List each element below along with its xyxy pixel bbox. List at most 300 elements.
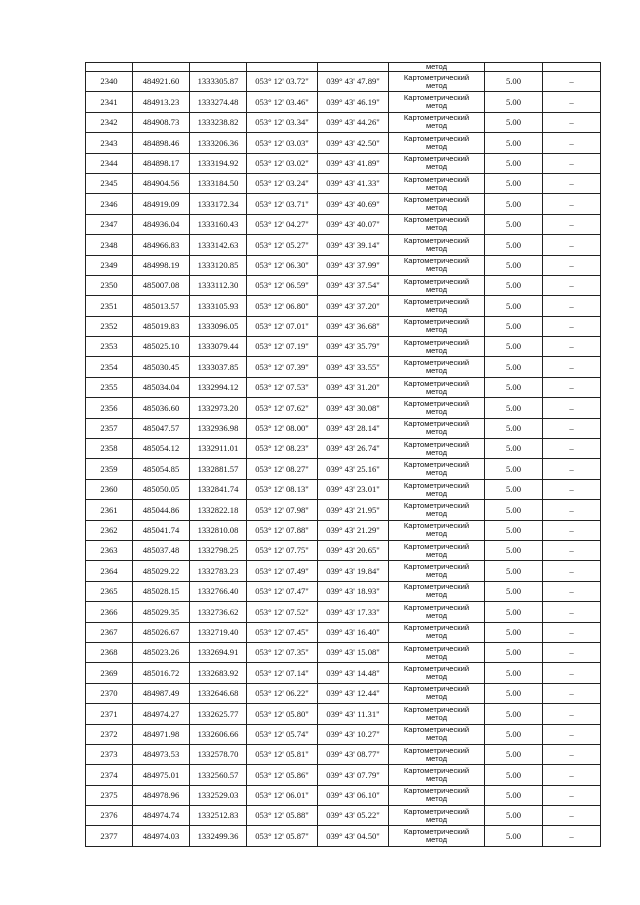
- cell-y-coordinate: 1332841.74: [190, 479, 247, 499]
- cell-latitude: 053° 12' 06.01": [247, 785, 318, 805]
- cell-longitude: 039° 43' 42.50": [318, 133, 389, 153]
- method-line-1: Картометрический: [403, 500, 470, 510]
- cell-x-coordinate: 485037.48: [133, 540, 190, 560]
- cell-latitude: 053° 12' 07.01": [247, 316, 318, 336]
- table-row: [86, 418, 601, 438]
- cell-y-coordinate: 1332936.98: [190, 418, 247, 438]
- cell-note: –: [543, 826, 601, 846]
- table-row: [86, 337, 601, 357]
- cell-x-coordinate: 484898.46: [133, 133, 190, 153]
- method-line-2: метод: [425, 121, 448, 131]
- cell-note: –: [543, 173, 601, 193]
- method-line-1: Картометрический: [403, 93, 470, 103]
- cell-longitude: 039° 43' 37.20": [318, 296, 389, 316]
- cell-point-number: 2340: [86, 72, 133, 92]
- cell-note: –: [543, 92, 601, 112]
- method-line-2: метод: [425, 488, 448, 498]
- cell-point-number: 2346: [86, 194, 133, 214]
- table-row: [86, 398, 601, 418]
- cell-accuracy: 5.00: [485, 642, 543, 662]
- table-row: [86, 826, 601, 846]
- cell-accuracy: 5.00: [485, 112, 543, 132]
- cell-y-coordinate: 1332625.77: [190, 704, 247, 724]
- cell-latitude: 053° 12' 03.03": [247, 133, 318, 153]
- cell-latitude: 053° 12' 05.27": [247, 235, 318, 255]
- cell-y-coordinate: 1332810.08: [190, 520, 247, 540]
- cell-method: [389, 194, 485, 214]
- cell-latitude: 053° 12' 07.14": [247, 663, 318, 683]
- cell-y-coordinate: 1332606.66: [190, 724, 247, 744]
- cell-latitude: 053° 12' 06.22": [247, 683, 318, 703]
- method-line-1: Картометрический: [403, 806, 470, 816]
- table-row: [86, 112, 601, 132]
- cell-point-number: 2369: [86, 663, 133, 683]
- cell-empty: [190, 63, 247, 72]
- method-line-2: метод: [425, 794, 448, 804]
- cell-method: [389, 418, 485, 438]
- method-line-1: Картометрический: [403, 337, 470, 347]
- cell-x-coordinate: 484975.01: [133, 765, 190, 785]
- cell-longitude: 039° 43' 39.14": [318, 235, 389, 255]
- cell-accuracy: 5.00: [485, 724, 543, 744]
- cell-method: [389, 439, 485, 459]
- cell-x-coordinate: 484974.03: [133, 826, 190, 846]
- method-line-2: метод: [425, 203, 448, 213]
- cell-method: [389, 296, 485, 316]
- cell-longitude: 039° 43' 07.79": [318, 765, 389, 785]
- cell-latitude: 053° 12' 08.00": [247, 418, 318, 438]
- cell-accuracy: 5.00: [485, 398, 543, 418]
- cell-longitude: 039° 43' 14.48": [318, 663, 389, 683]
- cell-empty: [543, 63, 601, 72]
- cell-latitude: 053° 12' 03.72": [247, 72, 318, 92]
- cell-method: [389, 744, 485, 764]
- cell-accuracy: 5.00: [485, 92, 543, 112]
- method-line-2: метод: [425, 773, 448, 783]
- cell-y-coordinate: 1333120.85: [190, 255, 247, 275]
- method-line-2: метод: [425, 549, 448, 559]
- cell-longitude: 039° 43' 37.54": [318, 275, 389, 295]
- cell-latitude: 053° 12' 04.27": [247, 214, 318, 234]
- cell-accuracy: 5.00: [485, 500, 543, 520]
- method-line-2: метод: [425, 223, 448, 233]
- cell-x-coordinate: 485047.57: [133, 418, 190, 438]
- cell-longitude: 039° 43' 26.74": [318, 439, 389, 459]
- method-line-2: метод: [425, 101, 448, 111]
- cell-point-number: 2347: [86, 214, 133, 234]
- cell-longitude: 039° 43' 12.44": [318, 683, 389, 703]
- cell-method: [389, 724, 485, 744]
- cell-empty: [86, 63, 133, 72]
- cell-note: –: [543, 540, 601, 560]
- continuation-row: [86, 63, 601, 72]
- cell-longitude: 039° 43' 10.27": [318, 724, 389, 744]
- cell-method: [389, 806, 485, 826]
- cell-accuracy: 5.00: [485, 418, 543, 438]
- table-row: [86, 92, 601, 112]
- method-line-2: метод: [425, 366, 448, 376]
- cell-point-number: 2344: [86, 153, 133, 173]
- cell-latitude: 053° 12' 05.87": [247, 826, 318, 846]
- table-row: [86, 377, 601, 397]
- cell-method: [389, 602, 485, 622]
- method-line-2: метод: [425, 610, 448, 620]
- cell-note: –: [543, 479, 601, 499]
- cell-longitude: 039° 43' 05.22": [318, 806, 389, 826]
- cell-note: –: [543, 194, 601, 214]
- cell-point-number: 2373: [86, 744, 133, 764]
- cell-latitude: 053° 12' 03.02": [247, 153, 318, 173]
- cell-x-coordinate: 485019.83: [133, 316, 190, 336]
- cell-accuracy: 5.00: [485, 540, 543, 560]
- cell-note: –: [543, 112, 601, 132]
- method-line-1: Картометрический: [403, 72, 470, 82]
- cell-y-coordinate: 1332499.36: [190, 826, 247, 846]
- method-line-2: метод: [425, 243, 448, 253]
- table-row: [86, 133, 601, 153]
- cell-longitude: 039° 43' 04.50": [318, 826, 389, 846]
- cell-x-coordinate: 485054.12: [133, 439, 190, 459]
- cell-y-coordinate: 1333238.82: [190, 112, 247, 132]
- method-line-2: метод: [425, 141, 448, 151]
- table-row: [86, 255, 601, 275]
- cell-y-coordinate: 1333079.44: [190, 337, 247, 357]
- cell-point-number: 2361: [86, 500, 133, 520]
- cell-longitude: 039° 43' 33.55": [318, 357, 389, 377]
- table-row: [86, 500, 601, 520]
- cell-accuracy: 5.00: [485, 316, 543, 336]
- cell-note: –: [543, 296, 601, 316]
- method-line-1: Картометрический: [403, 704, 470, 714]
- method-line-2: метод: [425, 264, 448, 274]
- table-row: [86, 235, 601, 255]
- method-line-1: Картометрический: [403, 133, 470, 143]
- table-row: [86, 173, 601, 193]
- cell-latitude: 053° 12' 07.52": [247, 602, 318, 622]
- cell-note: –: [543, 785, 601, 805]
- table-row: [86, 581, 601, 601]
- table-row: [86, 561, 601, 581]
- method-line-2: метод: [425, 508, 448, 518]
- cell-method: [389, 663, 485, 683]
- cell-longitude: 039° 43' 15.08": [318, 642, 389, 662]
- cell-note: –: [543, 377, 601, 397]
- cell-note: –: [543, 622, 601, 642]
- cell-latitude: 053° 12' 05.86": [247, 765, 318, 785]
- method-line-2: метод: [425, 182, 448, 192]
- cell-x-coordinate: 485041.74: [133, 520, 190, 540]
- cell-accuracy: 5.00: [485, 173, 543, 193]
- cell-accuracy: 5.00: [485, 602, 543, 622]
- cell-x-coordinate: 485034.04: [133, 377, 190, 397]
- method-line-1: Картометрический: [403, 562, 470, 572]
- method-line-2: метод: [425, 345, 448, 355]
- method-line-1: Картометрический: [403, 358, 470, 368]
- cell-latitude: 053° 12' 07.53": [247, 377, 318, 397]
- cell-x-coordinate: 484978.96: [133, 785, 190, 805]
- cell-point-number: 2343: [86, 133, 133, 153]
- method-line-1: Картометрический: [403, 256, 470, 266]
- cell-x-coordinate: 485036.60: [133, 398, 190, 418]
- cell-y-coordinate: 1332783.23: [190, 561, 247, 581]
- cell-point-number: 2375: [86, 785, 133, 805]
- cell-method: [389, 622, 485, 642]
- cell-note: –: [543, 337, 601, 357]
- cell-method: [389, 112, 485, 132]
- cell-method: [389, 826, 485, 846]
- method-line-1: Картометрический: [403, 439, 470, 449]
- cell-point-number: 2358: [86, 439, 133, 459]
- cell-accuracy: 5.00: [485, 459, 543, 479]
- table-row: [86, 683, 601, 703]
- method-line-2: метод: [425, 80, 448, 90]
- cell-y-coordinate: 1333105.93: [190, 296, 247, 316]
- cell-latitude: 053° 12' 07.88": [247, 520, 318, 540]
- method-line-1: Картометрический: [403, 174, 470, 184]
- cell-latitude: 053° 12' 05.81": [247, 744, 318, 764]
- method-line-1: Картометрический: [403, 235, 470, 245]
- cell-accuracy: 5.00: [485, 683, 543, 703]
- cell-note: –: [543, 133, 601, 153]
- table-row: [86, 357, 601, 377]
- cell-longitude: 039° 43' 36.68": [318, 316, 389, 336]
- cell-point-number: 2363: [86, 540, 133, 560]
- cell-longitude: 039° 43' 28.14": [318, 418, 389, 438]
- method-line-2: метод: [425, 672, 448, 682]
- cell-latitude: 053° 12' 05.80": [247, 704, 318, 724]
- cell-point-number: 2342: [86, 112, 133, 132]
- cell-x-coordinate: 484973.53: [133, 744, 190, 764]
- cell-method: [389, 520, 485, 540]
- cell-method: [389, 316, 485, 336]
- cell-method: [389, 683, 485, 703]
- cell-x-coordinate: 485013.57: [133, 296, 190, 316]
- cell-point-number: 2351: [86, 296, 133, 316]
- cell-point-number: 2348: [86, 235, 133, 255]
- cell-point-number: 2354: [86, 357, 133, 377]
- cell-accuracy: 5.00: [485, 194, 543, 214]
- coordinates-table-body: [86, 63, 601, 847]
- cell-note: –: [543, 561, 601, 581]
- table-row: [86, 316, 601, 336]
- cell-latitude: 053° 12' 07.49": [247, 561, 318, 581]
- table-row: [86, 744, 601, 764]
- cell-x-coordinate: 485026.67: [133, 622, 190, 642]
- cell-longitude: 039° 43' 47.89": [318, 72, 389, 92]
- cell-note: –: [543, 398, 601, 418]
- method-line-2: метод: [425, 162, 448, 172]
- cell-accuracy: 5.00: [485, 255, 543, 275]
- method-line-2: метод: [425, 814, 448, 824]
- cell-latitude: 053° 12' 07.47": [247, 581, 318, 601]
- cell-y-coordinate: 1333184.50: [190, 173, 247, 193]
- method-line-1: Картометрический: [403, 827, 470, 837]
- cell-y-coordinate: 1332512.83: [190, 806, 247, 826]
- cell-note: –: [543, 520, 601, 540]
- cell-method: [389, 255, 485, 275]
- cell-note: –: [543, 500, 601, 520]
- cell-point-number: 2345: [86, 173, 133, 193]
- method-line-1: Картометрический: [403, 419, 470, 429]
- cell-method: [389, 337, 485, 357]
- cell-accuracy: 5.00: [485, 153, 543, 173]
- method-line-2: метод: [425, 570, 448, 580]
- cell-note: –: [543, 663, 601, 683]
- cell-x-coordinate: 485029.35: [133, 602, 190, 622]
- cell-x-coordinate: 485028.15: [133, 581, 190, 601]
- cell-note: –: [543, 704, 601, 724]
- method-line-1: Картометрический: [403, 582, 470, 592]
- cell-x-coordinate: 485025.10: [133, 337, 190, 357]
- cell-x-coordinate: 484998.19: [133, 255, 190, 275]
- cell-y-coordinate: 1333160.43: [190, 214, 247, 234]
- cell-accuracy: 5.00: [485, 561, 543, 581]
- method-line-1: Картометрический: [403, 541, 470, 551]
- method-line-1: Картометрический: [403, 521, 470, 531]
- cell-y-coordinate: 1332822.18: [190, 500, 247, 520]
- cell-longitude: 039° 43' 46.19": [318, 92, 389, 112]
- cell-y-coordinate: 1333274.48: [190, 92, 247, 112]
- cell-latitude: 053° 12' 03.46": [247, 92, 318, 112]
- cell-accuracy: 5.00: [485, 72, 543, 92]
- cell-accuracy: 5.00: [485, 744, 543, 764]
- cell-y-coordinate: 1332578.70: [190, 744, 247, 764]
- cell-note: –: [543, 765, 601, 785]
- method-line-1: Картометрический: [403, 745, 470, 755]
- method-line-2: метод: [425, 447, 448, 457]
- cell-latitude: 053° 12' 03.24": [247, 173, 318, 193]
- table-row: [86, 520, 601, 540]
- cell-method: [389, 642, 485, 662]
- cell-longitude: 039° 43' 40.69": [318, 194, 389, 214]
- cell-method: [389, 133, 485, 153]
- method-line-1: Картометрический: [403, 195, 470, 205]
- cell-note: –: [543, 602, 601, 622]
- cell-y-coordinate: 1332994.12: [190, 377, 247, 397]
- method-line-2: метод: [425, 692, 448, 702]
- cell-x-coordinate: 484908.73: [133, 112, 190, 132]
- cell-x-coordinate: 484971.98: [133, 724, 190, 744]
- table-row: [86, 459, 601, 479]
- cell-y-coordinate: 1333096.05: [190, 316, 247, 336]
- cell-longitude: 039° 43' 25.16": [318, 459, 389, 479]
- method-line-1: Картометрический: [403, 215, 470, 225]
- cell-y-coordinate: 1332736.62: [190, 602, 247, 622]
- cell-longitude: 039° 43' 19.84": [318, 561, 389, 581]
- cell-point-number: 2349: [86, 255, 133, 275]
- table-row: [86, 765, 601, 785]
- cell-longitude: 039° 43' 21.95": [318, 500, 389, 520]
- cell-method: [389, 581, 485, 601]
- cell-note: –: [543, 357, 601, 377]
- cell-longitude: 039° 43' 30.08": [318, 398, 389, 418]
- cell-method: [389, 479, 485, 499]
- cell-method: [389, 500, 485, 520]
- table-row: [86, 806, 601, 826]
- cell-accuracy: 5.00: [485, 826, 543, 846]
- method-line-1: Картометрический: [403, 317, 470, 327]
- cell-latitude: 053° 12' 03.71": [247, 194, 318, 214]
- cell-accuracy: 5.00: [485, 806, 543, 826]
- cell-x-coordinate: 485030.45: [133, 357, 190, 377]
- method-line-1: Картометрический: [403, 786, 470, 796]
- method-line-2: метод: [425, 304, 448, 314]
- cell-x-coordinate: 484898.17: [133, 153, 190, 173]
- cell-accuracy: 5.00: [485, 357, 543, 377]
- method-line-2: метод: [425, 712, 448, 722]
- method-line-1: Картометрический: [403, 296, 470, 306]
- cell-point-number: 2365: [86, 581, 133, 601]
- cell-point-number: 2367: [86, 622, 133, 642]
- cell-y-coordinate: 1333037.85: [190, 357, 247, 377]
- method-line-1: Картометрический: [403, 643, 470, 653]
- method-line-1: Картометрический: [403, 378, 470, 388]
- cell-y-coordinate: 1332911.01: [190, 439, 247, 459]
- method-line-2: метод: [425, 529, 448, 539]
- cell-latitude: 053° 12' 08.27": [247, 459, 318, 479]
- method-line-2: метод: [425, 427, 448, 437]
- method-line-1: Картометрический: [403, 765, 470, 775]
- table-row: [86, 72, 601, 92]
- cell-x-coordinate: 485054.85: [133, 459, 190, 479]
- cell-x-coordinate: 484987.49: [133, 683, 190, 703]
- method-line-1: Картометрический: [403, 623, 470, 633]
- table-row: [86, 602, 601, 622]
- cell-empty: [318, 63, 389, 72]
- cell-longitude: 039° 43' 06.10": [318, 785, 389, 805]
- cell-method: [389, 357, 485, 377]
- cell-method: [389, 235, 485, 255]
- cell-accuracy: 5.00: [485, 296, 543, 316]
- cell-y-coordinate: 1333305.87: [190, 72, 247, 92]
- method-line-2: метод: [425, 733, 448, 743]
- cell-method: [389, 785, 485, 805]
- cell-longitude: 039° 43' 44.26": [318, 112, 389, 132]
- cell-longitude: 039° 43' 18.93": [318, 581, 389, 601]
- cell-note: –: [543, 235, 601, 255]
- cell-x-coordinate: 484904.56: [133, 173, 190, 193]
- cell-method: [389, 214, 485, 234]
- method-line-2: метод: [425, 386, 448, 396]
- cell-note: –: [543, 459, 601, 479]
- cell-latitude: 053° 12' 07.19": [247, 337, 318, 357]
- cell-accuracy: 5.00: [485, 663, 543, 683]
- table-row: [86, 439, 601, 459]
- cell-longitude: 039° 43' 16.40": [318, 622, 389, 642]
- cell-longitude: 039° 43' 35.79": [318, 337, 389, 357]
- method-line-1: Картометрический: [403, 113, 470, 123]
- cell-note: –: [543, 581, 601, 601]
- table-row: [86, 479, 601, 499]
- cell-note: –: [543, 214, 601, 234]
- cell-accuracy: 5.00: [485, 377, 543, 397]
- table-row: [86, 296, 601, 316]
- method-line-2: метод: [425, 325, 448, 335]
- cell-y-coordinate: 1332560.57: [190, 765, 247, 785]
- cell-x-coordinate: 485044.86: [133, 500, 190, 520]
- method-line-1: Картометрический: [403, 684, 470, 694]
- cell-longitude: 039° 43' 41.89": [318, 153, 389, 173]
- cell-point-number: 2350: [86, 275, 133, 295]
- cell-y-coordinate: 1332881.57: [190, 459, 247, 479]
- cell-point-number: 2364: [86, 561, 133, 581]
- cell-longitude: 039° 43' 37.99": [318, 255, 389, 275]
- cell-method: [389, 561, 485, 581]
- cell-longitude: 039° 43' 11.31": [318, 704, 389, 724]
- cell-x-coordinate: 484966.83: [133, 235, 190, 255]
- cell-longitude: 039° 43' 08.77": [318, 744, 389, 764]
- cell-y-coordinate: 1332973.20: [190, 398, 247, 418]
